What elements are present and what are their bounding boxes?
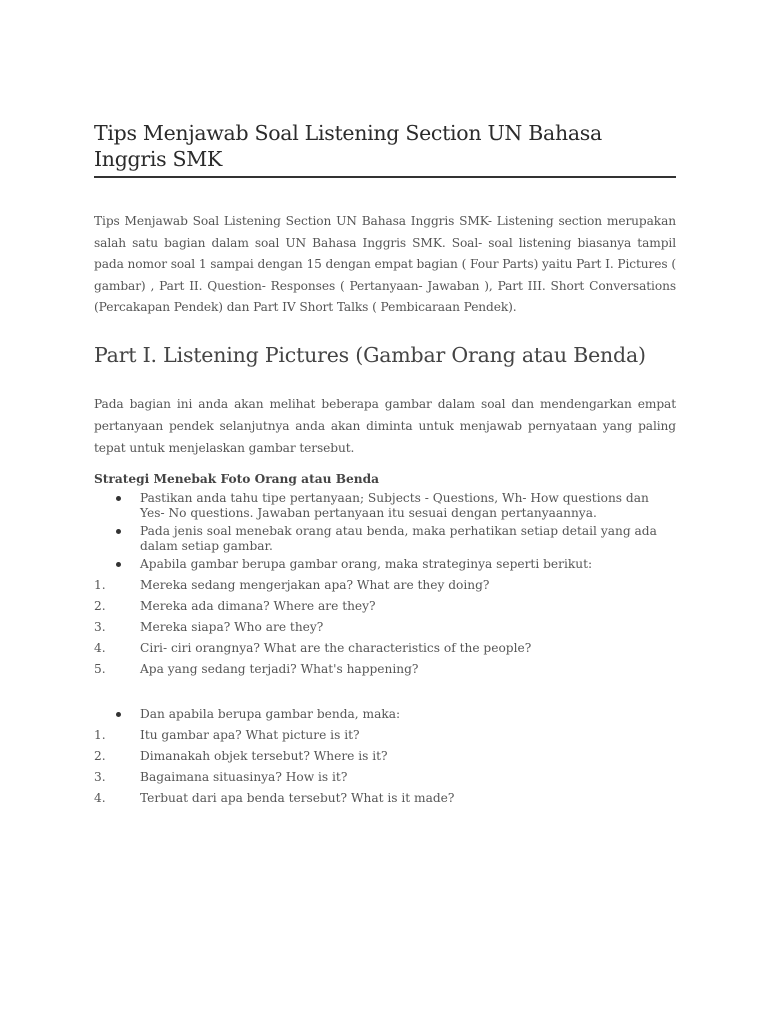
step-text: Mereka sedang mengerjakan apa? What are they doing?	[140, 577, 490, 592]
list-item	[94, 725, 676, 746]
step-text: Itu gambar apa? What picture is it?	[140, 727, 360, 742]
bullet-text: Apabila gambar berupa gambar orang, maka strateginya seperti berikut:	[140, 556, 593, 571]
list-item	[94, 524, 670, 554]
step-text: Apa yang sedang terjadi? What's happening?	[140, 661, 419, 676]
list-item	[94, 575, 676, 596]
spacer	[94, 680, 676, 704]
bullet-text: Pada jenis soal menebak orang atau benda, maka perhatikan setiap detail yang ada dalam setiap gambar.	[140, 523, 657, 553]
list-item	[94, 596, 676, 617]
step-text: Mereka siapa? Who are they?	[140, 619, 324, 634]
step-number: 5.	[94, 661, 106, 676]
list-item	[94, 707, 670, 722]
list-item	[94, 491, 670, 521]
step-number: 1.	[94, 727, 106, 742]
object-bullet-list	[94, 707, 676, 722]
list-item	[94, 788, 676, 809]
part1-heading: Part I. Listening Pictures (Gambar Orang atau Benda)	[94, 342, 646, 367]
strategy-heading: Strategi Menebak Foto Orang atau Benda	[94, 471, 380, 486]
step-number: 1.	[94, 577, 106, 592]
step-number: 4.	[94, 790, 106, 805]
step-number: 4.	[94, 640, 106, 655]
bullet-text: Pastikan anda tahu tipe pertanyaan; Subjects - Questions, Wh- How questions dan Yes- No questions. Jawaban pertanyaan itu sesuai dengan pertanyaannya.	[140, 490, 649, 520]
document-title: Tips Menjawab Soal Listening Section UN Bahasa Inggris SMK	[94, 121, 602, 171]
bullet-text: Dan apabila berupa gambar benda, maka:	[140, 706, 401, 721]
title-divider	[94, 176, 676, 178]
list-item	[94, 638, 676, 659]
step-number: 2.	[94, 598, 106, 613]
step-text: Dimanakah objek tersebut? Where is it?	[140, 748, 388, 763]
people-steps-list	[94, 575, 676, 680]
step-text: Ciri- ciri orangnya? What are the characteristics of the people?	[140, 640, 532, 655]
object-steps-list	[94, 725, 676, 809]
document-page	[94, 120, 676, 809]
step-text: Mereka ada dimana? Where are they?	[140, 598, 376, 613]
step-number: 3.	[94, 619, 106, 634]
bullet-icon	[116, 529, 121, 534]
intro-paragraph: Tips Menjawab Soal Listening Section UN Bahasa Inggris SMK- Listening section merupakan salah satu bagian dalam soal UN Bahasa Inggris SMK. Soal- soal listening biasanya tampil pada nomor soal 1 sampai dengan 15 dengan empat bagian ( Four Parts) yaitu Part I. Pictures ( gambar) , Part II. Question- Responses ( Pertanyaan- Jawaban ), Part III. Short Conversations (Percakapan Pendek) dan Part IV Short Talks ( Pembicaraan Pendek).	[94, 214, 676, 314]
list-item	[94, 617, 676, 638]
list-item	[94, 746, 676, 767]
step-number: 2.	[94, 748, 106, 763]
strategy-bullet-list	[94, 491, 676, 572]
step-text: Terbuat dari apa benda tersebut? What is it made?	[140, 790, 455, 805]
bullet-icon	[116, 712, 121, 717]
step-number: 3.	[94, 769, 106, 784]
bullet-icon	[116, 496, 121, 501]
part1-paragraph: Pada bagian ini anda akan melihat beberapa gambar dalam soal dan mendengarkan empat pertanyaan pendek selanjutnya anda akan diminta untuk menjawab pernyataan yang paling tepat untuk menjelaskan gambar tersebut.	[94, 396, 676, 455]
bullet-icon	[116, 562, 121, 567]
list-item	[94, 557, 670, 572]
list-item	[94, 659, 676, 680]
list-item	[94, 767, 676, 788]
step-text: Bagaimana situasinya? How is it?	[140, 769, 348, 784]
